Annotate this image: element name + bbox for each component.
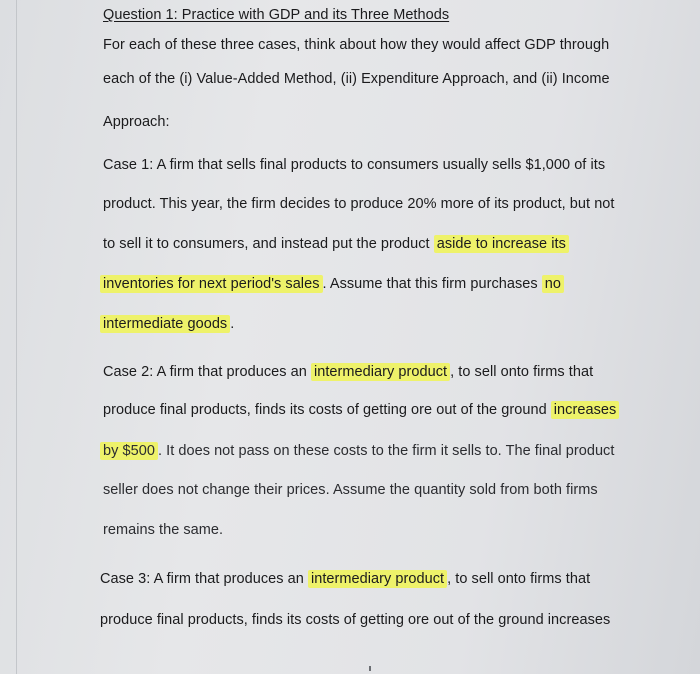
intro-line-2: each of the (i) Value-Added Method, (ii) Expenditure Approach, and (ii) Income [103, 71, 610, 87]
case2-line-3 [100, 443, 614, 459]
highlight-intermediate-goods: intermediate goods [100, 315, 230, 333]
page-margin-line [16, 0, 17, 674]
case3-line-2: produce final products, finds its costs of getting ore out of the ground increases [100, 612, 611, 628]
case1-line-2: product. This year, the firm decides to produce 20% more of its product, but not [103, 196, 615, 212]
case3-line-1-text: Case 3: A firm that produces an [100, 571, 308, 587]
case2-line-2-text: produce final products, finds its costs of getting ore out of the ground [103, 402, 551, 418]
highlight-intermediary-product-case3: intermediary product [308, 570, 447, 588]
highlight-increases: increases [551, 401, 620, 419]
case2-line-5: remains the same. [103, 522, 224, 538]
highlight-inventories-next-period: inventories for next period's sales [100, 275, 323, 293]
case2-line-1 [103, 364, 593, 380]
case2-line-4: seller does not change their prices. Assume the quantity sold from both firms [103, 482, 598, 498]
case2-line-2 [103, 402, 619, 418]
case1-line-1: Case 1: A firm that sells final products to consumers usually sells $1,000 of its [103, 157, 606, 173]
highlight-inventory: aside to increase its [434, 235, 569, 253]
case1-line-3 [103, 236, 569, 252]
case2-line-3-text: . It does not pass on these costs to the firm it sells to. The final product [157, 443, 615, 459]
case3-line-1-tail: , to sell onto firms that [447, 571, 591, 587]
case3-line-1 [100, 571, 590, 587]
case1-line-4 [100, 276, 564, 292]
highlight-intermediary-product: intermediary product [311, 363, 450, 381]
page-mark [369, 666, 371, 671]
case1-line-5-text: . [230, 316, 235, 332]
case2-line-1-text: Case 2: A firm that produces an [103, 364, 311, 380]
case2-line-1-tail: , to sell onto firms that [450, 364, 594, 380]
intro-line-3: Approach: [103, 114, 170, 130]
highlight-no: no [542, 275, 564, 293]
highlight-by-500: by $500 [100, 442, 158, 460]
case1-line-3-text: to sell it to consumers, and instead put the product [103, 236, 434, 252]
intro-line-1: For each of these three cases, think about how they would affect GDP through [103, 37, 610, 53]
case1-line-5 [100, 316, 234, 332]
question-title: Question 1: Practice with GDP and its Three Methods [103, 7, 450, 23]
case1-line-4-text: . Assume that this firm purchases [322, 276, 542, 292]
